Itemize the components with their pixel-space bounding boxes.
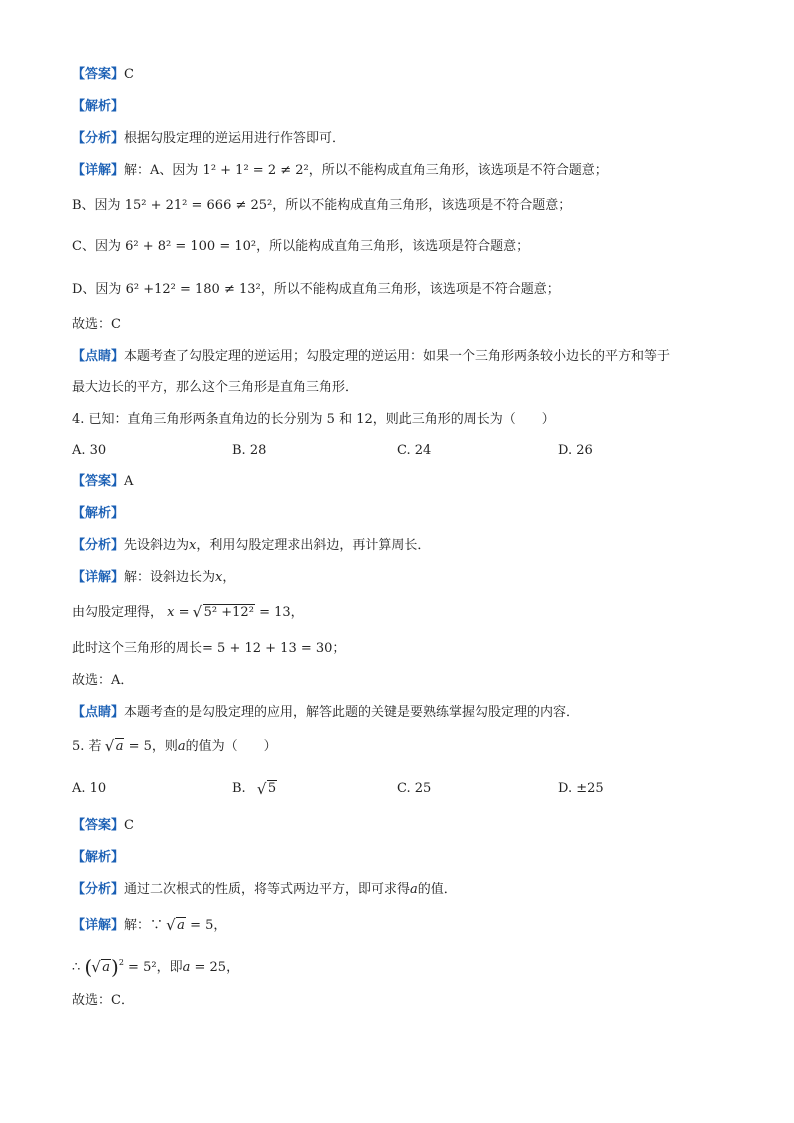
step2-pre: 此时这个三角形的周长 (72, 641, 203, 656)
q4-detail-line (72, 569, 235, 587)
fenxi-tag: 【分析】 (72, 882, 125, 897)
sqrt-expression (92, 959, 111, 977)
var-a: a (177, 739, 186, 754)
q5-option-b (232, 781, 277, 796)
step1-rhs: = 13 (259, 605, 291, 620)
q4-step2 (72, 640, 345, 658)
q4-fenxi-line (72, 537, 430, 555)
fenxi-post: 的值． (417, 882, 457, 897)
var-x: x (189, 538, 197, 553)
detail-a-tail: ，所以不能构成直角三角形，该选项是不符合题意； (308, 163, 608, 178)
math-b: 15² + 21² = 666 ≠ 25² (124, 198, 273, 213)
step-result: = 25 (194, 960, 227, 975)
answer-line-1 (72, 66, 134, 84)
dianjing-tag: 【点睛】 (72, 705, 125, 720)
step-tail: ， (226, 960, 240, 975)
stem-post: 的值为（ ） (185, 739, 277, 754)
fenxi-tag: 【分析】 (72, 131, 125, 146)
radicand: 5 (267, 781, 277, 796)
radicand: a (102, 960, 110, 975)
q4-option-a: A. 30 (72, 443, 107, 458)
stem-pre: 5. 若 (72, 739, 102, 754)
dianjing-text: 本题考查的是勾股定理的应用，解答此题的关键是要熟练掌握勾股定理的内容． (124, 705, 580, 720)
step1-lhs: x = (167, 605, 190, 620)
math-a: 1² + 1² = 2 ≠ 2² (202, 163, 309, 178)
step2-math: = 5 + 12 + 13 = 30 (202, 641, 333, 656)
fenxi-pre: 通过二次根式的性质，将等式两边平方，即可求得 (124, 882, 411, 897)
analysis-tag: 【解析】 (72, 850, 125, 865)
dianjing-line-2: 最大边长的平方，那么这个三角形是直角三角形． (72, 380, 359, 395)
option-b-label: B. (232, 781, 246, 796)
step1-pre: 由勾股定理得， (72, 605, 164, 620)
right-paren: ) (111, 955, 119, 979)
c-tail: ，所以能构成直角三角形，该选项是符合题意； (256, 239, 530, 254)
xiangjie-tag: 【详解】 (72, 918, 125, 933)
b-tail: ，所以不能构成直角三角形，该选项是不符合题意； (272, 198, 572, 213)
detail-line-d (72, 281, 560, 299)
d-tail: ，所以不能构成直角三角形，该选项是不符合题意； (260, 282, 560, 297)
detail-post: ， (213, 918, 227, 933)
answer-tag: 【答案】 (72, 818, 125, 833)
fenxi-tag: 【分析】 (72, 538, 125, 553)
dianjing-tag: 【点睛】 (72, 349, 125, 364)
detail-pre: 解：设斜边长为 (124, 570, 216, 585)
var-a: a (182, 960, 191, 975)
fenxi-pre: 先设斜边为 (124, 538, 190, 553)
analysis-tag: 【解析】 (72, 506, 125, 521)
choose-line-1: 故选：C (72, 317, 121, 332)
radicand: a (177, 918, 185, 933)
detail-post: ， (222, 570, 236, 585)
q4-option-d: D. 26 (558, 443, 593, 458)
xiangjie-tag: 【详解】 (72, 570, 125, 585)
q5-option-a: A. 10 (72, 781, 107, 796)
left-paren: ( (84, 955, 93, 979)
detail-line-c (72, 238, 529, 256)
stem-math: = 5 (128, 739, 152, 754)
fenxi-text: 根据勾股定理的逆运用进行作答即可． (124, 131, 346, 146)
q4-step1 (72, 604, 304, 622)
radicand: 5² +12² (203, 605, 254, 620)
sqrt-expression (167, 917, 186, 935)
xiangjie-tag: 【详解】 (72, 163, 125, 178)
q4-analysis-tag (72, 505, 124, 523)
q5-stem (72, 738, 277, 756)
q5-choose: 故选：C． (72, 993, 134, 1008)
answer-tag: 【答案】 (72, 67, 125, 82)
sqrt-expression (194, 604, 255, 622)
b-prefix: B、因为 (72, 198, 121, 213)
detail-line-b (72, 197, 571, 215)
step1-tail: ， (290, 605, 304, 620)
q4-choose: 故选：A． (72, 673, 134, 688)
q5-answer-line (72, 817, 134, 835)
step2-tail: ； (332, 641, 346, 656)
var-x: x (215, 570, 223, 585)
detail-prefix: 解：A、因为 (124, 163, 199, 178)
fenxi-post: ，利用勾股定理求出斜边，再计算周长． (196, 538, 431, 553)
q5-detail-line (72, 917, 226, 935)
dianjing-text-1: 本题考查了勾股定理的逆运用；勾股定理的逆运用：如果一个三角形两条较小边长的平方和等于 (124, 349, 671, 364)
square-exponent: 2 (118, 958, 124, 967)
stem-mid: ，则 (151, 739, 178, 754)
sqrt-expression (106, 738, 125, 756)
q4-option-c: C. 24 (397, 443, 432, 458)
detail-pre: 解：∵ (124, 918, 164, 933)
detail-line-a (72, 162, 608, 180)
q5-fenxi-line (72, 881, 457, 899)
c-prefix: C、因为 (72, 239, 121, 254)
therefore-symbol: ∴ (72, 960, 81, 975)
dianjing-line-1 (72, 348, 670, 366)
d-prefix: D、因为 (72, 282, 122, 297)
sqrt-expression (258, 781, 277, 796)
var-a: a (410, 882, 418, 897)
q5-step (72, 955, 240, 979)
detail-math: = 5 (190, 918, 214, 933)
q5-option-d: D. ±25 (558, 781, 604, 796)
answer-value: C (124, 818, 134, 833)
q4-answer-line (72, 473, 133, 491)
answer-tag: 【答案】 (72, 474, 125, 489)
q5-option-c: C. 25 (397, 781, 432, 796)
answer-value: C (124, 67, 134, 82)
q5-analysis-tag (72, 849, 124, 867)
q4-option-b: B. 28 (232, 443, 267, 458)
step-mid: ，即 (156, 960, 183, 975)
analysis-tag-1 (72, 98, 124, 116)
fenxi-line-1 (72, 130, 345, 148)
step-math: = 5² (128, 960, 157, 975)
q4-stem: 4. 已知：直角三角形两条直角边的长分别为 5 和 12，则此三角形的周长为（ ） (72, 412, 555, 427)
q4-dianjing-line (72, 704, 579, 722)
analysis-tag: 【解析】 (72, 99, 125, 114)
radicand: a (115, 739, 124, 754)
math-c: 6² + 8² = 100 = 10² (125, 239, 257, 254)
answer-value: A (124, 474, 134, 489)
math-d: 6² +12² = 180 ≠ 13² (125, 282, 261, 297)
